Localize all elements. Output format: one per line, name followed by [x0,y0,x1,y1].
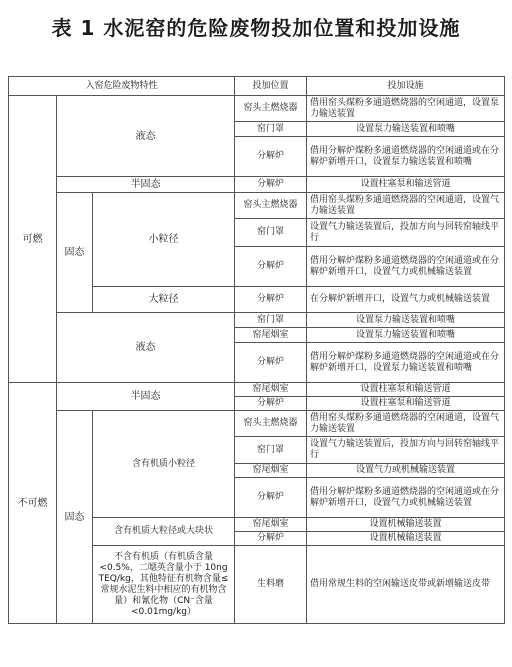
position-cell: 窑门罩 [235,122,307,137]
position-cell: 分解炉 [235,397,307,411]
table-row [9,96,505,122]
table-row [9,313,505,328]
facility-cell: 借用窑头煤粉多通道燃烧器的空闲通道，设置气力输送装置 [307,411,505,437]
size-small: 小粒径 [93,193,235,287]
state-semi-solid: 半固态 [57,383,235,411]
size-large: 大粒径 [93,287,235,313]
facility-cell: 借用窑头煤粉多通道燃烧器的空闲通道，设置气力输送装置 [307,193,505,219]
table-header-row [9,77,505,96]
facility-cell: 借用窑头煤粉多通道燃烧器的空闲通道，设置泵力输送装置 [307,96,505,122]
position-cell: 窑门罩 [235,313,307,328]
position-cell: 窑尾烟室 [235,328,307,343]
facility-cell: 设置机械输送装置 [307,532,505,546]
facility-cell: 设置泵力输送装置和喷嘴 [307,122,505,137]
position-cell: 窑门罩 [235,219,307,247]
position-cell: 窑尾烟室 [235,383,307,397]
waste-feeding-table-continued [8,382,505,624]
document-title: 表 1 水泥窑的危险废物投加位置和投加设施 [51,16,461,40]
position-cell: 窑门罩 [235,437,307,464]
state-semi-solid: 半固态 [57,177,235,193]
no-organic-description: 不含有机质（有机质含量<0.5%，二噁英含量小于 10ng TEQ/kg，其他特征有机物含量≤常规水泥生料中相应的有机物含量）和氰化物（CN⁻含量<0.01mg/kg） [93,546,235,624]
facility-cell: 设置柱塞泵和输送管道 [307,383,505,397]
facility-cell: 在分解炉新增开口，设置气力或机械输送装置 [307,287,505,313]
facility-cell: 借用分解炉煤粉多通道燃烧器的空闲通道或在分解炉新增开口，设置气力或机械输送装置 [307,247,505,287]
facility-cell: 设置气力或机械输送装置 [307,464,505,478]
facility-cell: 设置柱塞泵和输送管道 [307,177,505,193]
waste-feeding-table [8,76,505,383]
position-cell: 分解炉 [235,343,307,383]
state-solid: 固态 [57,411,93,624]
header-feeding-position: 投加位置 [235,77,307,96]
facility-cell: 设置气力输送装置后，投加方向与回转窑轴线平行 [307,437,505,464]
position-cell: 窑头主燃烧器 [235,96,307,122]
position-cell: 分解炉 [235,177,307,193]
category-combustible: 可燃 [9,96,57,383]
table-row [9,193,505,219]
position-cell: 生料磨 [235,546,307,624]
organic-small-size: 含有机质小粒径 [93,411,235,518]
position-cell: 分解炉 [235,287,307,313]
position-cell: 分解炉 [235,532,307,546]
facility-cell: 借用分解炉煤粉多通道燃烧器的空闲通道或在分解炉新增开口，设置泵力输送装置和喷嘴 [307,137,505,177]
facility-cell: 借用分解炉煤粉多通道燃烧器的空闲通道或在分解炉新增开口，设置泵力输送装置和喷嘴 [307,343,505,383]
facility-cell: 设置泵力输送装置和喷嘴 [307,313,505,328]
facility-cell: 设置机械输送装置 [307,518,505,532]
position-cell: 窑头主燃烧器 [235,411,307,437]
position-cell: 分解炉 [235,247,307,287]
organic-large-size: 含有机质大粒径或大块状 [93,518,235,546]
facility-cell: 设置柱塞泵和输送管道 [307,397,505,411]
position-cell: 分解炉 [235,137,307,177]
table-row [9,383,505,397]
position-cell: 窑尾烟室 [235,464,307,478]
state-liquid: 液态 [57,96,235,177]
table-row [9,411,505,437]
category-non-combustible: 不可燃 [9,383,57,624]
facility-cell: 设置气力输送装置后，投加方向与回转窑轴线平行 [307,219,505,247]
position-cell: 窑尾烟室 [235,518,307,532]
facility-cell: 设置泵力输送装置和喷嘴 [307,328,505,343]
header-feeding-facility: 投加设施 [307,77,505,96]
position-cell: 窑头主燃烧器 [235,193,307,219]
facility-cell: 借用分解炉煤粉多通道燃烧器的空闲通道或在分解炉新增开口，设置气力或机械输送装置 [307,478,505,518]
header-waste-characteristic: 入窑危险废物特性 [9,77,235,96]
state-solid: 固态 [57,193,93,313]
facility-cell: 借用常规生料的空闲输送皮带或新增输送皮带 [307,546,505,624]
table-row [9,177,505,193]
state-liquid: 液态 [57,313,235,383]
position-cell: 分解炉 [235,478,307,518]
